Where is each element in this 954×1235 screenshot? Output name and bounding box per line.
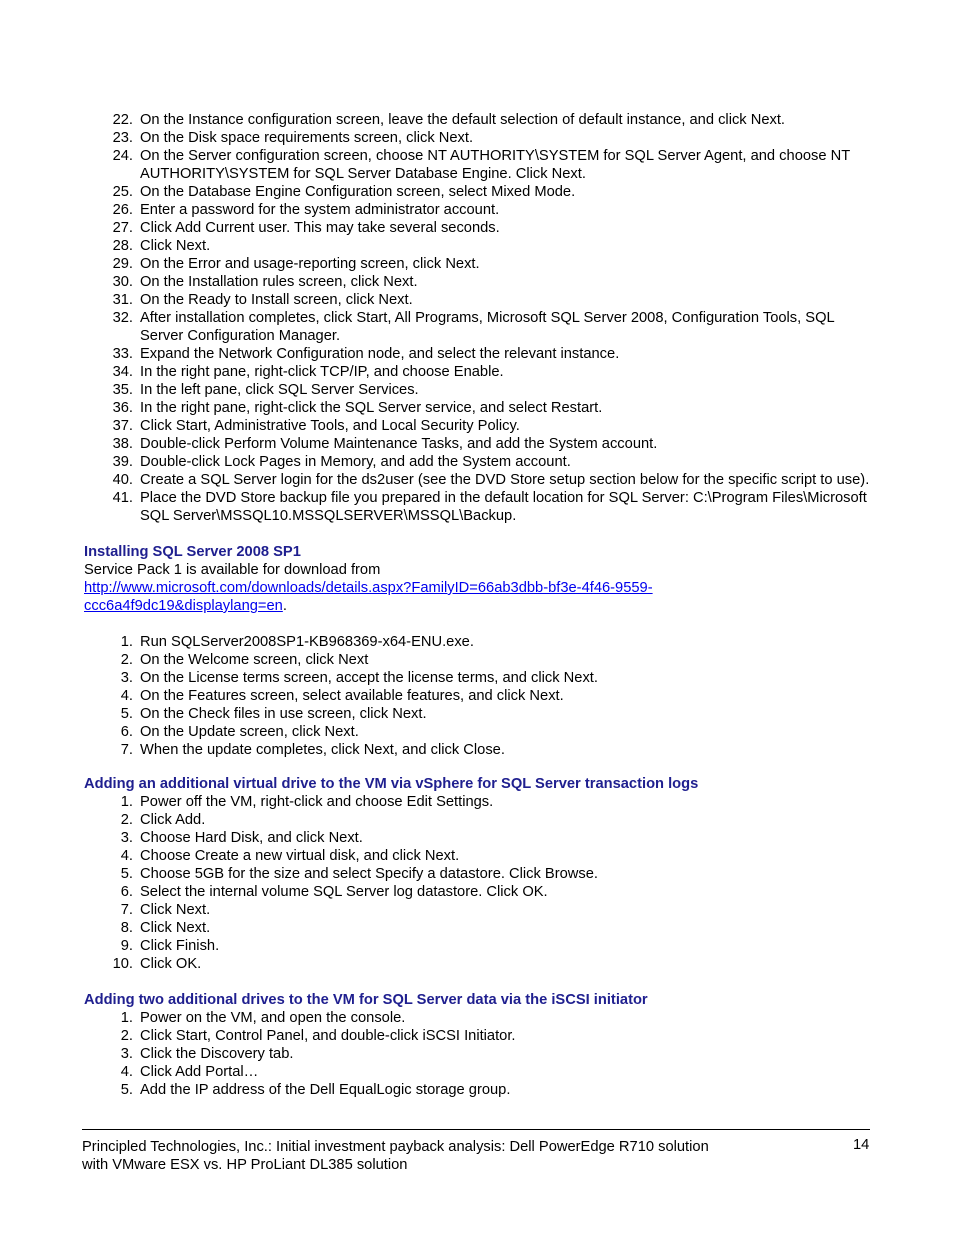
list-item-number: 36. (112, 400, 133, 416)
list-item-text: Click Start, Administrative Tools, and Local Security Policy. (140, 418, 520, 434)
footer-divider (82, 1129, 870, 1130)
list-item (84, 1081, 870, 1099)
list-item-number: 2. (120, 812, 133, 828)
list-item-text: Click Next. (140, 238, 211, 254)
list-item (84, 381, 870, 399)
sp1-intro-text: Service Pack 1 is available for download from (84, 562, 381, 578)
list-item-number: 5. (120, 1082, 133, 1098)
list-item-text: Create a SQL Server login for the ds2user (see the DVD Store setup section below for the specific script to use). (140, 472, 870, 488)
list-item-number: 9. (120, 938, 133, 954)
list-item-number: 4. (120, 688, 133, 704)
list-item-number: 37. (112, 418, 133, 434)
sp1-steps-list (84, 633, 870, 759)
list-item (84, 829, 870, 847)
list-item (84, 345, 870, 363)
list-item (84, 919, 870, 937)
list-item (84, 847, 870, 865)
list-item-text: Select the internal volume SQL Server log datastore. Click OK. (140, 884, 548, 900)
list-item-text: Click Finish. (140, 938, 220, 954)
list-item-number: 1. (120, 794, 133, 810)
list-item (84, 937, 870, 955)
list-item-text: On the Update screen, click Next. (140, 724, 359, 740)
list-item-text: On the Disk space requirements screen, click Next. (140, 130, 474, 146)
list-item (84, 219, 870, 237)
list-item-number: 1. (120, 1010, 133, 1026)
list-item (84, 453, 870, 471)
list-item-text: Click Add Current user. This may take several seconds. (140, 220, 500, 236)
list-item (84, 865, 870, 883)
section-heading-sp1: Installing SQL Server 2008 SP1 (84, 544, 301, 560)
list-item (84, 129, 870, 147)
list-item-number: 5. (120, 706, 133, 722)
section-heading-virtual-drive: Adding an additional virtual drive to the VM via vSphere for SQL Server transaction logs (84, 776, 699, 792)
list-item (84, 723, 870, 741)
list-item-number: 40. (112, 472, 133, 488)
list-item-text: Click Next. (140, 920, 211, 936)
list-item-text: On the Instance configuration screen, leave the default selection of default instance, and click Next. (140, 112, 786, 128)
list-item (84, 1009, 870, 1027)
list-item (84, 1045, 870, 1063)
list-item-number: 23. (112, 130, 133, 146)
page-content (84, 111, 870, 1099)
list-item-text: On the Check files in use screen, click Next. (140, 706, 427, 722)
list-item-text: When the update completes, click Next, and click Close. (140, 742, 505, 758)
list-item-number: 24. (112, 148, 133, 164)
list-item-number: 7. (120, 902, 133, 918)
list-item (84, 273, 870, 291)
list-item-text: Click Add. (140, 812, 206, 828)
list-item-text: In the right pane, right-click TCP/IP, and choose Enable. (140, 364, 504, 380)
spacer (84, 615, 870, 633)
list-item (84, 883, 870, 901)
list-item-number: 8. (120, 920, 133, 936)
list-item-number: 32. (112, 310, 133, 326)
list-item-number: 35. (112, 382, 133, 398)
sp1-download-link[interactable] (84, 580, 653, 614)
list-item-number: 4. (120, 1064, 133, 1080)
list-item-number: 1. (120, 634, 133, 650)
list-item-text: Power on the VM, and open the console. (140, 1010, 406, 1026)
list-item-text: Click Start, Control Panel, and double-click iSCSI Initiator. (140, 1028, 516, 1044)
list-item (84, 651, 870, 669)
list-item-number: 6. (120, 884, 133, 900)
list-item-number: 6. (120, 724, 133, 740)
list-item (84, 687, 870, 705)
list-item-text: Enter a password for the system administrator account. (140, 202, 500, 218)
list-item (84, 793, 870, 811)
install-steps-list (84, 111, 870, 525)
list-item-text: Click Add Portal… (140, 1064, 259, 1080)
list-item (84, 201, 870, 219)
list-item-number: 29. (112, 256, 133, 272)
list-item-number: 41. (112, 490, 133, 506)
list-item-text: In the right pane, right-click the SQL Server service, and select Restart. (140, 400, 603, 416)
list-item (84, 1027, 870, 1045)
list-item (84, 417, 870, 435)
list-item-number: 39. (112, 454, 133, 470)
list-item-text: Click OK. (140, 956, 202, 972)
list-item-text: Add the IP address of the Dell EqualLogic storage group. (140, 1082, 511, 1098)
list-item-text: Double-click Perform Volume Maintenance Tasks, and add the System account. (140, 436, 658, 452)
list-item-number: 22. (112, 112, 133, 128)
list-item (84, 669, 870, 687)
list-item-text: Run SQLServer2008SP1-KB968369-x64-ENU.exe. (140, 634, 474, 650)
list-item (84, 399, 870, 417)
list-item-text: On the License terms screen, accept the license terms, and click Next. (140, 670, 598, 686)
list-item-number: 5. (120, 866, 133, 882)
list-item-text: On the Welcome screen, click Next (140, 652, 369, 668)
sp1-link-line1: http://www.microsoft.com/downloads/details.aspx?FamilyID=66ab3dbb-bf3e-4f46-9559- (84, 580, 653, 596)
list-item (84, 183, 870, 201)
iscsi-steps-list (84, 1009, 870, 1099)
spacer (84, 759, 870, 775)
list-item-text: Choose Hard Disk, and click Next. (140, 830, 363, 846)
list-item (84, 811, 870, 829)
list-item (84, 291, 870, 309)
list-item (84, 309, 870, 345)
list-item (84, 955, 870, 973)
list-item-number: 38. (112, 436, 133, 452)
list-item-number: 30. (112, 274, 133, 290)
list-item (84, 489, 870, 525)
list-item-text: Click the Discovery tab. (140, 1046, 294, 1062)
list-item-text: After installation completes, click Start, All Programs, Microsoft SQL Server 2008, Configuration Tools, SQL Server Configuration Manager. (140, 310, 835, 344)
list-item (84, 237, 870, 255)
list-item-number: 26. (112, 202, 133, 218)
list-item-number: 27. (112, 220, 133, 236)
list-item-number: 31. (112, 292, 133, 308)
list-item-number: 4. (120, 848, 133, 864)
list-item-text: Choose 5GB for the size and select Specify a datastore. Click Browse. (140, 866, 598, 882)
list-item-text: Expand the Network Configuration node, and select the relevant instance. (140, 346, 620, 362)
list-item-text: Double-click Lock Pages in Memory, and add the System account. (140, 454, 571, 470)
list-item-text: On the Ready to Install screen, click Next. (140, 292, 413, 308)
page-number: 14 (853, 1137, 870, 1153)
list-item (84, 111, 870, 129)
list-item-text: Choose Create a new virtual disk, and click Next. (140, 848, 460, 864)
list-item (84, 147, 870, 183)
list-item-number: 7. (120, 742, 133, 758)
list-item (84, 363, 870, 381)
sp1-intro-paragraph (84, 561, 870, 615)
list-item-number: 3. (120, 830, 133, 846)
list-item (84, 741, 870, 759)
list-item (84, 901, 870, 919)
list-item-text: On the Features screen, select available features, and click Next. (140, 688, 564, 704)
list-item-number: 33. (112, 346, 133, 362)
list-item-number: 2. (120, 1028, 133, 1044)
list-item-number: 3. (120, 1046, 133, 1062)
list-item-text: Click Next. (140, 902, 211, 918)
spacer (84, 973, 870, 991)
list-item-text: On the Error and usage-reporting screen, click Next. (140, 256, 480, 272)
list-item-text: Power off the VM, right-click and choose Edit Settings. (140, 794, 494, 810)
footer-text: Principled Technologies, Inc.: Initial investment payback analysis: Dell PowerEdge R710 solution with VMware ESX vs. HP ProLiant DL385 solution (82, 1139, 709, 1173)
spacer (84, 525, 870, 543)
list-item (84, 1063, 870, 1081)
sp1-link-line2: ccc6a4f9dc19&displaylang=en (84, 598, 283, 614)
section-heading-iscsi: Adding two additional drives to the VM for SQL Server data via the iSCSI initiator (84, 992, 648, 1008)
list-item-number: 2. (120, 652, 133, 668)
list-item-text: On the Installation rules screen, click Next. (140, 274, 418, 290)
list-item-text: In the left pane, click SQL Server Services. (140, 382, 419, 398)
list-item-number: 25. (112, 184, 133, 200)
virtual-drive-steps-list (84, 793, 870, 973)
list-item-number: 10. (112, 956, 133, 972)
list-item (84, 435, 870, 453)
list-item (84, 471, 870, 489)
list-item-text: Place the DVD Store backup file you prepared in the default location for SQL Server: C:\Program Files\Microsoft SQL Server\MSSQL10.MSSQLSERVER\MSSQL\Backup. (140, 490, 867, 524)
list-item-number: 28. (112, 238, 133, 254)
list-item-text: On the Database Engine Configuration screen, select Mixed Mode. (140, 184, 576, 200)
list-item (84, 255, 870, 273)
list-item-text: On the Server configuration screen, choose NT AUTHORITY\SYSTEM for SQL Server Agent, and choose NT AUTHORITY\SYSTEM for SQL Server Database Engine. Click Next. (140, 148, 850, 182)
list-item-number: 3. (120, 670, 133, 686)
list-item (84, 705, 870, 723)
list-item-number: 34. (112, 364, 133, 380)
sp1-period: . (282, 598, 287, 614)
list-item (84, 633, 870, 651)
